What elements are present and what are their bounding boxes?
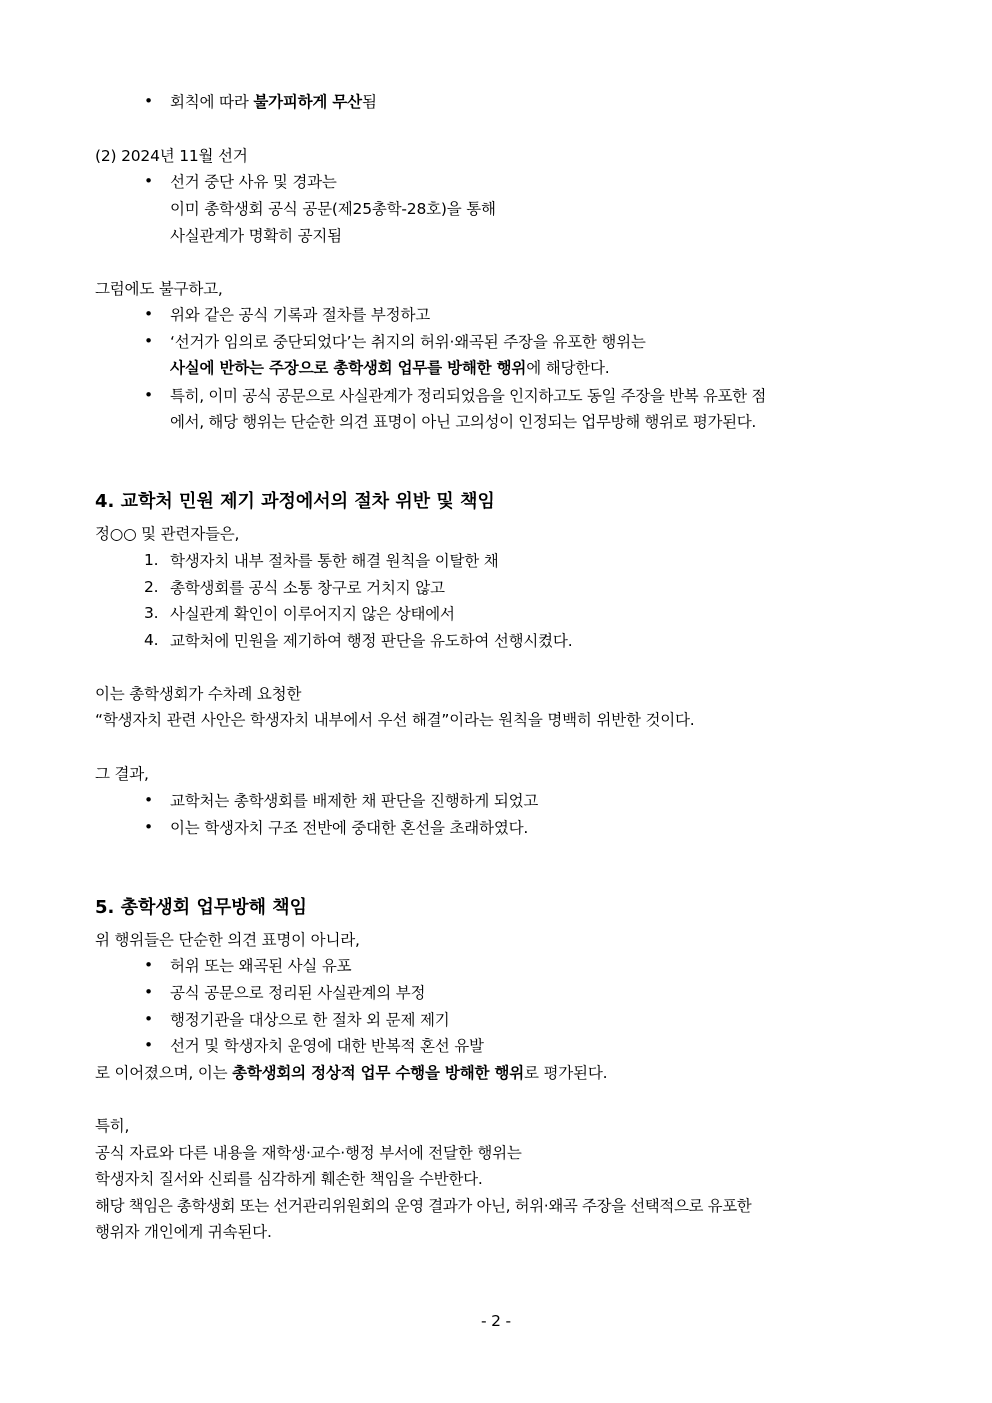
text-line: 이는 학생자치 구조 전반에 중대한 혼선을 초래하였다. <box>170 819 529 837</box>
list-number: 2. <box>144 578 159 596</box>
text-line: 사실관계가 명확히 공지됨 <box>170 227 342 245</box>
page-number: - 2 - <box>481 1312 511 1330</box>
text-line: 특히, 이미 공식 공문으로 사실관계가 정리되었음을 인지하고도 동일 주장을 반복 유포한 점 <box>170 387 766 405</box>
section-title: 4. 교학처 민원 제기 과정에서의 절차 위반 및 책임 <box>95 491 495 512</box>
list-number: 3. <box>144 604 159 622</box>
bullet-icon: • <box>144 1010 153 1028</box>
list-item: 총학생회를 공식 소통 창구로 거치지 않고 <box>170 579 445 597</box>
text-line: 이는 총학생회가 수차례 요청한 <box>95 685 302 703</box>
list-item: 교학처에 민원을 제기하여 행정 판단을 유도하여 선행시켰다. <box>170 632 573 650</box>
subsection-heading: (2) 2024년 11월 선거 <box>95 147 248 165</box>
bullet-icon: • <box>144 172 153 190</box>
text-line: ‘선거가 임의로 중단되었다’는 취지의 허위·왜곡된 주장을 유포한 행위는 <box>170 333 646 351</box>
text-line: 선거 중단 사유 및 경과는 <box>170 173 337 191</box>
list-item: 허위 또는 왜곡된 사실 유포 <box>170 957 352 975</box>
text-line: 로 이어졌으며, 이는 총학생회의 정상적 업무 수행을 방해한 행위로 평가된다. <box>95 1064 608 1082</box>
list-number: 1. <box>144 551 159 569</box>
text-line: “학생자치 관련 사안은 학생자치 내부에서 우선 해결”이라는 원칙을 명백히 위반한 것이다. <box>95 711 695 729</box>
list-item: 공식 공문으로 정리된 사실관계의 부정 <box>170 984 426 1002</box>
text-line: 위와 같은 공식 기록과 절차를 부정하고 <box>170 306 431 324</box>
paragraph-lead: 그럼에도 불구하고, <box>95 280 223 298</box>
list-number: 4. <box>144 631 159 649</box>
paragraph-lead: 특히, <box>95 1117 130 1135</box>
bullet-icon: • <box>144 1036 153 1054</box>
text-line: 회칙에 따라 불가피하게 무산됨 <box>170 93 377 111</box>
text-line: 해당 책임은 총학생회 또는 선거관리위원회의 운영 결과가 아닌, 허위·왜곡 주장을 선택적으로 유포한 <box>95 1197 752 1215</box>
section-title: 5. 총학생회 업무방해 책임 <box>95 897 308 918</box>
bullet-icon: • <box>144 386 153 404</box>
list-item: 학생자치 내부 절차를 통한 해결 원칙을 이탈한 채 <box>170 552 499 570</box>
bullet-icon: • <box>144 818 153 836</box>
list-item: 선거 및 학생자치 운영에 대한 반복적 혼선 유발 <box>170 1037 484 1055</box>
bullet-icon: • <box>144 305 153 323</box>
bullet-icon: • <box>144 92 153 110</box>
paragraph-lead: 그 결과, <box>95 765 149 783</box>
text-line: 사실에 반하는 주장으로 총학생회 업무를 방해한 행위에 해당한다. <box>170 359 610 377</box>
text-line: 학생자치 질서와 신뢰를 심각하게 훼손한 책임을 수반한다. <box>95 1170 483 1188</box>
list-item: 행정기관을 대상으로 한 절차 외 문제 제기 <box>170 1011 450 1029</box>
text-line: 행위자 개인에게 귀속된다. <box>95 1223 272 1241</box>
bullet-icon: • <box>144 956 153 974</box>
text-line: 공식 자료와 다른 내용을 재학생·교수·행정 부서에 전달한 행위는 <box>95 1144 522 1162</box>
bullet-icon: • <box>144 983 153 1001</box>
paragraph-lead: 정○○ 및 관련자들은, <box>95 525 240 543</box>
text-line: 에서, 해당 행위는 단순한 의견 표명이 아닌 고의성이 인정되는 업무방해 행위로 평가된다. <box>170 413 756 431</box>
text-line: 교학처는 총학생회를 배제한 채 판단을 진행하게 되었고 <box>170 792 539 810</box>
bullet-icon: • <box>144 332 153 350</box>
paragraph-lead: 위 행위들은 단순한 의견 표명이 아니라, <box>95 931 360 949</box>
text-line: 이미 총학생회 공식 공문(제25총학-28호)을 통해 <box>170 200 496 218</box>
list-item: 사실관계 확인이 이루어지지 않은 상태에서 <box>170 605 455 623</box>
bullet-icon: • <box>144 791 153 809</box>
